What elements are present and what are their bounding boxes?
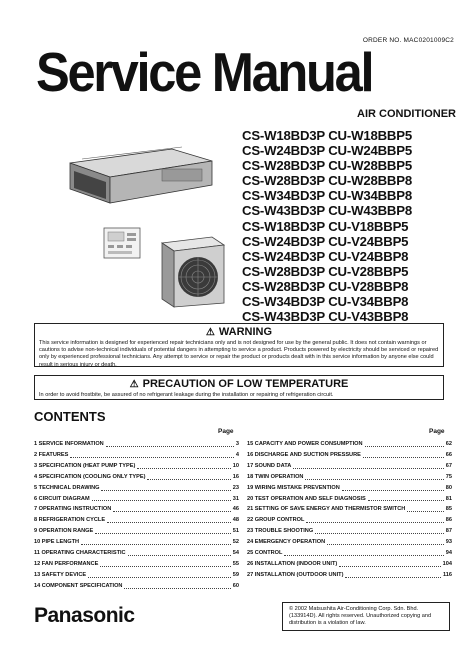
contents-entry-title: 25 CONTROL (247, 550, 283, 557)
leader-dots (407, 511, 443, 512)
precaution-heading (39, 378, 439, 391)
contents-entry[interactable] (247, 439, 452, 450)
model-number: CS-W28BD3P CU-W28BBP8 (242, 173, 412, 189)
contents-entry-title: 18 TWIN OPERATION (247, 473, 304, 480)
warning-heading (39, 326, 439, 339)
leader-dots (365, 446, 444, 447)
model-number: CS-W43BD3P CU-V43BBP8 (242, 309, 409, 325)
contents-entry[interactable] (34, 559, 239, 570)
contents-entry-page: 86 (445, 517, 452, 524)
leader-dots (147, 479, 230, 480)
model-number: CS-W28BD3P CU-V28BBP8 (242, 278, 409, 294)
warning-box (34, 323, 444, 367)
model-list (242, 128, 467, 324)
contents-entry[interactable] (247, 472, 452, 483)
page-column-label-left: Page (218, 428, 234, 435)
contents-entry-page: 116 (442, 571, 452, 578)
contents-entry[interactable] (34, 494, 239, 505)
leader-dots (128, 555, 231, 556)
contents-entry-title: 4 SPECIFICATION (COOLING ONLY TYPE) (34, 473, 146, 480)
model-number: CS-W34BD3P CU-V34BBP8 (242, 294, 409, 310)
contents-entry[interactable] (34, 537, 239, 548)
contents-entry[interactable] (34, 504, 239, 515)
contents-entry-title: 20 TEST OPERATION AND SELF DIAGNOSIS (247, 495, 366, 502)
contents-entry-page: 60 (232, 582, 239, 589)
precaution-title: PRECAUTION OF LOW TEMPERATURE (142, 378, 349, 390)
contents-entry[interactable] (34, 548, 239, 559)
contents-heading: CONTENTS (34, 409, 106, 424)
model-number: CS-W24BD3P CU-W24BBP5 (242, 143, 412, 159)
contents-entry[interactable] (34, 472, 239, 483)
model-number: CS-W24BD3P CU-V24BBP5 (242, 233, 409, 249)
precaution-box (34, 375, 444, 400)
contents-entry-page: 85 (445, 506, 452, 513)
contents-entry-title: 23 TROUBLE SHOOTING (247, 528, 314, 535)
contents-entry[interactable] (247, 461, 452, 472)
model-number: CS-W28BD3P CU-V28BBP5 (242, 263, 409, 279)
indoor-unit-illustration (62, 145, 217, 207)
model-number: CS-W34BD3P CU-W34BBP8 (242, 188, 412, 204)
leader-dots (368, 500, 444, 501)
model-number: CS-W18BD3P CU-W18BBP5 (242, 128, 412, 143)
leader-dots (92, 500, 231, 501)
leader-dots (106, 446, 234, 447)
contents-entry[interactable] (247, 504, 452, 515)
contents-entry-page: 16 (232, 473, 239, 480)
contents-entry-page: 93 (445, 539, 452, 546)
contents-entry-page: 59 (232, 571, 239, 578)
contents-entry[interactable] (247, 483, 452, 494)
page-column-label-right: Page (429, 428, 445, 435)
contents-entry-title: 2 FEATURES (34, 451, 69, 458)
contents-entry[interactable] (247, 570, 452, 581)
leader-dots (107, 522, 231, 523)
leader-dots (345, 577, 441, 578)
leader-dots (113, 511, 230, 512)
contents-entry-page: 10 (232, 462, 239, 469)
leader-dots (70, 457, 233, 458)
remote-controller-illustration (102, 225, 144, 263)
contents-entry-title: 6 CIRCUIT DIAGRAM (34, 495, 90, 502)
leader-dots (363, 457, 444, 458)
contents-entry-title: 16 DISCHARGE AND SUCTION PRESSURE (247, 451, 361, 458)
order-number: ORDER NO. MAC0201009C2 (362, 37, 454, 44)
model-number: CS-W43BD3P CU-W43BBP8 (242, 203, 412, 219)
contents-entry-title: 24 EMERGENCY OPERATION (247, 539, 326, 546)
product-category: AIR CONDITIONER (357, 108, 456, 120)
leader-dots (339, 566, 440, 567)
contents-entry-page: 54 (232, 550, 239, 557)
contents-entry-title: 27 INSTALLATION (OUTDOOR UNIT) (247, 571, 344, 578)
contents-entry-page: 55 (232, 560, 239, 567)
outdoor-unit-illustration (156, 233, 228, 309)
copyright-notice: © 2002 Matsushita Air-Conditioning Corp. Sdn. Bhd. (133914D). All rights reserved. Unauthorized copying and distribution is a violation of law. (282, 602, 450, 631)
contents-entry-page: 4 (235, 451, 239, 458)
contents-entry[interactable] (34, 515, 239, 526)
contents-entry-title: 17 SOUND DATA (247, 462, 292, 469)
leader-dots (137, 468, 230, 469)
model-number: CS-W24BD3P CU-V24BBP8 (242, 248, 409, 264)
leader-dots (306, 522, 443, 523)
contents-entry-title: 3 SPECIFICATION (HEAT PUMP TYPE) (34, 462, 136, 469)
warning-text: This service information is designed for experienced repair technicians only and is not designed for use by the general public. It does not contain warnings or cautions to advise non-technical individuals of potential dangers in attempting to service a product. Products powered by electricity should be serviced or repaired only by experienced professional technicians. Any attempt to service or repair the product or products dealt with in this service information by anyone else could result in serious injury or death. (39, 340, 439, 368)
contents-entry-title: 21 SETTING OF SAVE ENERGY AND THERMISTOR SWITCH (247, 506, 406, 513)
contents-entry[interactable] (247, 450, 452, 461)
contents-entry-title: 19 WIRING MISTAKE PREVENTION (247, 484, 340, 491)
leader-dots (101, 490, 230, 491)
contents-entry[interactable] (247, 526, 452, 537)
contents-entry-title: 11 OPERATING CHARACTERISTIC (34, 550, 126, 557)
leader-dots (305, 479, 443, 480)
contents-entry-page: 48 (232, 517, 239, 524)
contents-entry[interactable] (247, 548, 452, 559)
leader-dots (293, 468, 444, 469)
contents-entry[interactable] (247, 494, 452, 505)
contents-entry[interactable] (34, 483, 239, 494)
contents-entry-title: 12 FAN PERFORMANCE (34, 560, 99, 567)
precaution-text: In order to avoid frostbite, be assured of no refrigerant leakage during the installation or repairing of refrigeration circuit. (39, 392, 334, 398)
contents-entry-page: 66 (445, 451, 452, 458)
contents-entry-page: 94 (445, 550, 452, 557)
contents-entry-title: 7 OPERATING INSTRUCTION (34, 506, 112, 513)
contents-entry-page: 87 (445, 528, 452, 535)
contents-entry[interactable] (34, 581, 239, 592)
brand-logo: Panasonic (34, 604, 135, 627)
contents-entry-page: 23 (232, 484, 239, 491)
warning-triangle-icon: ⚠ (205, 327, 215, 338)
contents-entry-page: 3 (235, 441, 239, 447)
contents-entry-title: 26 INSTALLATION (INDOOR UNIT) (247, 560, 338, 567)
model-number: CS-W28BD3P CU-W28BBP5 (242, 158, 412, 174)
manual-title: Service Manual (36, 41, 373, 103)
contents-entry-title: 15 CAPACITY AND POWER CONSUMPTION (247, 441, 363, 447)
contents-entry-page: 51 (232, 528, 239, 535)
contents-entry-page: 80 (445, 484, 452, 491)
warning-triangle-icon: ⚠ (129, 379, 139, 390)
leader-dots (315, 533, 444, 534)
contents-list-right (247, 439, 452, 581)
contents-entry-title: 8 REFRIGERATION CYCLE (34, 517, 106, 524)
model-number: CS-W18BD3P CU-V18BBP5 (242, 218, 409, 234)
contents-entry-title: 13 SAFETY DEVICE (34, 571, 87, 578)
leader-dots (95, 533, 231, 534)
contents-entry-title: 22 GROUP CONTROL (247, 517, 305, 524)
contents-entry-page: 67 (445, 462, 452, 469)
contents-entry-title: 5 TECHNICAL DRAWING (34, 484, 100, 491)
contents-entry-title: 9 OPERATION RANGE (34, 528, 94, 535)
contents-entry-page: 62 (445, 441, 452, 447)
contents-entry-page: 31 (232, 495, 239, 502)
contents-entry-page: 81 (445, 495, 452, 502)
contents-entry-page: 52 (232, 539, 239, 546)
leader-dots (81, 544, 231, 545)
leader-dots (284, 555, 443, 556)
contents-entry-page: 46 (232, 506, 239, 513)
contents-entry[interactable] (247, 515, 452, 526)
leader-dots (342, 490, 444, 491)
contents-entry[interactable] (247, 559, 452, 570)
contents-entry[interactable] (34, 570, 239, 581)
leader-dots (124, 588, 230, 589)
leader-dots (88, 577, 231, 578)
contents-entry[interactable] (34, 526, 239, 537)
contents-entry-title: 1 SERVICE INFORMATION (34, 441, 104, 447)
contents-entry[interactable] (34, 450, 239, 461)
contents-entry-page: 104 (442, 560, 452, 567)
contents-entry-page: 75 (445, 473, 452, 480)
contents-entry[interactable] (34, 461, 239, 472)
warning-title: WARNING (218, 326, 273, 338)
contents-list-left (34, 439, 239, 592)
contents-entry-title: 10 PIPE LENGTH (34, 539, 80, 546)
contents-entry-title: 14 COMPONENT SPECIFICATION (34, 582, 123, 589)
contents-entry[interactable] (34, 439, 239, 450)
leader-dots (100, 566, 230, 567)
contents-entry[interactable] (247, 537, 452, 548)
leader-dots (327, 544, 444, 545)
